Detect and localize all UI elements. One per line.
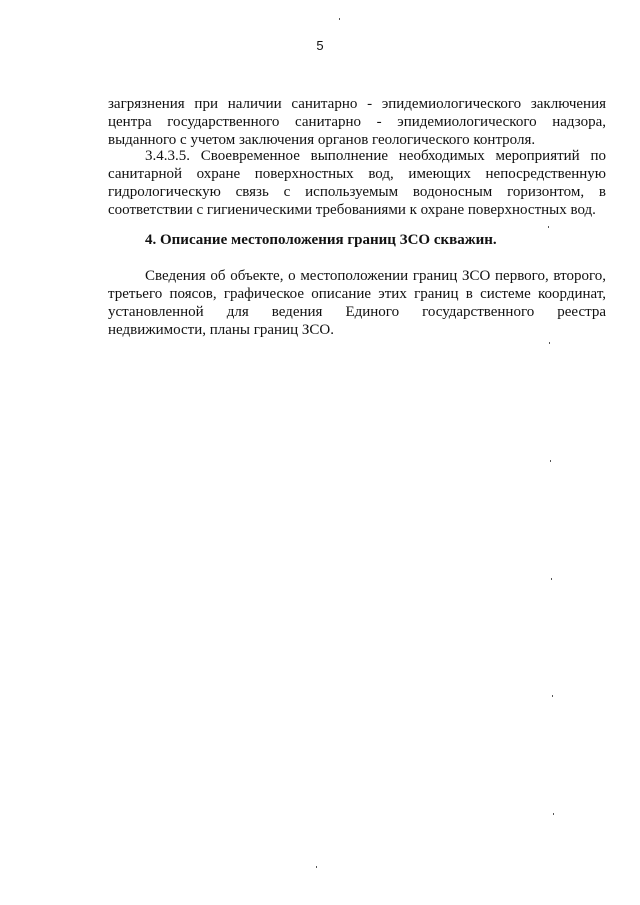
scan-artifact xyxy=(339,18,340,20)
paragraph-1-line: загрязнения при наличии санитарно - эпидемиологического заключения xyxy=(108,96,606,112)
scan-artifact xyxy=(548,226,549,228)
paragraph-2-line: санитарной охране поверхностных вод, имеющих непосредственную xyxy=(108,166,606,182)
scan-artifact xyxy=(550,460,551,462)
paragraph-2 xyxy=(108,147,606,219)
paragraph-1-line: центра государственного санитарно - эпидемиологического надзора, xyxy=(108,114,606,130)
scan-artifact xyxy=(553,813,554,815)
paragraph-2-line: 3.4.3.5. Своевременное выполнение необходимых мероприятий по xyxy=(145,148,606,164)
paragraph-3-line: третьего поясов, графическое описание этих границ в системе координат, xyxy=(108,286,606,302)
paragraph-1-line: выданного с учетом заключения органов геологического контроля. xyxy=(108,132,536,148)
paragraph-3-line: установленной для ведения Единого государственного реестра xyxy=(108,304,606,320)
paragraph-3-line: недвижимости, планы границ ЗСО. xyxy=(108,322,334,338)
paragraph-2-line: соответствии с гигиеническими требованиями к охране поверхностных вод. xyxy=(108,202,596,218)
scan-artifact xyxy=(552,695,553,697)
section-heading: 4. Описание местоположения границ ЗСО скважин. xyxy=(145,232,497,248)
paragraph-3 xyxy=(108,267,606,339)
paragraph-3-line: Сведения об объекте, о местоположении границ ЗСО первого, второго, xyxy=(145,268,606,284)
paragraph-2-line: гидрологическую связь с используемым водоносным горизонтом, в xyxy=(108,184,606,200)
scan-artifact xyxy=(549,342,550,344)
page-number: 5 xyxy=(316,38,324,53)
scan-artifact xyxy=(316,866,317,868)
paragraph-1 xyxy=(108,95,606,149)
scan-artifact xyxy=(551,578,552,580)
